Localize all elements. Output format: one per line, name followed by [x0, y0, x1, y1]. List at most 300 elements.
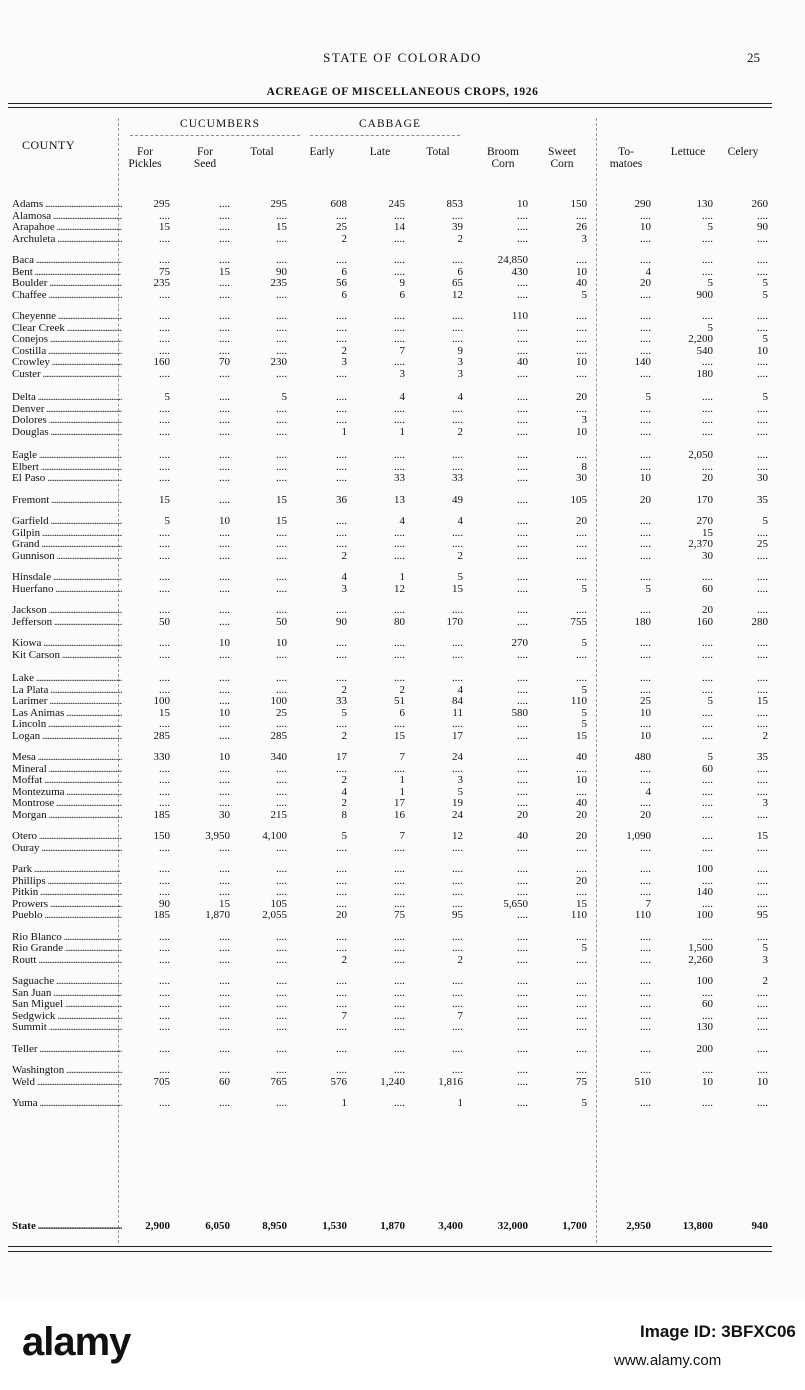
table-cell: ....: [394, 333, 405, 345]
table-cell: ....: [159, 1064, 170, 1076]
table-cell: ....: [640, 321, 651, 334]
table-cell: ....: [336, 897, 347, 910]
table-cell: 15: [576, 897, 587, 910]
table-cell: ....: [276, 288, 287, 301]
table-row: [0, 886, 805, 898]
table-cell: ....: [702, 706, 713, 719]
table-row: [0, 604, 805, 616]
table-cell: ....: [276, 683, 287, 696]
table-cell: 3,400: [438, 1220, 463, 1232]
table-cell: 15: [219, 897, 230, 910]
table-cell: ....: [219, 449, 230, 461]
table-cell: ....: [452, 718, 463, 730]
table-cell: ....: [576, 571, 587, 583]
table-cell: ....: [336, 367, 347, 380]
county-name: Eagle .....: [12, 449, 122, 461]
table-cell: 270: [511, 637, 528, 649]
county-column-header: COUNTY: [22, 138, 75, 152]
table-cell: ....: [576, 986, 587, 999]
table-cell: ....: [452, 672, 463, 684]
header-top-rule: [8, 103, 772, 104]
table-cell: ....: [452, 874, 463, 887]
table-cell: ....: [159, 975, 170, 987]
table-cell: ....: [517, 321, 528, 334]
table-cell: ....: [219, 209, 230, 222]
table-cell: ....: [452, 1064, 463, 1076]
column-header-line2: Corn: [491, 158, 515, 170]
table-cell: ....: [219, 288, 230, 301]
table-cell: 1,240: [380, 1075, 405, 1088]
table-cell: ....: [576, 863, 587, 875]
table-cell: ....: [517, 1009, 528, 1022]
column-header-line1: Sweet: [547, 146, 577, 158]
table-cell: 10: [640, 729, 651, 742]
table-cell: ....: [336, 942, 347, 954]
table-row: [0, 942, 805, 954]
county-name: Washington .....: [12, 1064, 122, 1076]
table-cell: ....: [394, 637, 405, 649]
table-cell: 853: [446, 198, 463, 210]
table-cell: 295: [153, 198, 170, 210]
table-cell: 26: [576, 221, 587, 233]
table-cell: ....: [757, 683, 768, 696]
table-cell: ....: [640, 683, 651, 696]
county-name: Baca .....: [12, 254, 122, 266]
table-cell: 35: [757, 493, 768, 506]
table-row: [0, 494, 805, 506]
table-cell: ....: [159, 538, 170, 550]
table-cell: ....: [640, 310, 651, 322]
table-cell: ....: [452, 1042, 463, 1055]
table-cell: ....: [452, 897, 463, 910]
group-header-cabbage: CABBAGE: [359, 118, 421, 130]
table-cell: ....: [452, 637, 463, 649]
county-name: Crowley .....: [12, 356, 122, 368]
table-cell: 5: [762, 277, 768, 289]
table-cell: ....: [159, 526, 170, 539]
county-name: Delta .....: [12, 391, 122, 403]
table-row: [0, 210, 805, 222]
table-cell: ....: [276, 886, 287, 898]
table-cell: ....: [159, 863, 170, 875]
county-name: Rio Grande .....: [12, 942, 122, 954]
table-cell: ....: [640, 953, 651, 966]
table-cell: ....: [757, 841, 768, 854]
county-name: Kiowa .....: [12, 637, 122, 649]
table-cell: ....: [394, 930, 405, 943]
column-header-line1: Lettuce: [670, 146, 706, 158]
table-cell: ....: [757, 897, 768, 910]
table-cell: 100: [696, 863, 713, 875]
county-name: Jackson .....: [12, 604, 122, 616]
table-cell: ....: [159, 841, 170, 854]
table-cell: 100: [696, 975, 713, 987]
table-cell: 5: [341, 830, 347, 842]
county-name: Gunnison .....: [12, 550, 122, 562]
table-cell: ....: [757, 321, 768, 334]
table-cell: ....: [159, 582, 170, 595]
table-cell: 10: [640, 706, 651, 719]
table-cell: 1: [399, 785, 405, 798]
table-row: [0, 414, 805, 426]
county-name: Ouray .....: [12, 842, 122, 854]
table-cell: ....: [394, 1021, 405, 1033]
table-cell: 3: [341, 582, 347, 595]
table-cell: ....: [640, 1021, 651, 1033]
table-cell: ....: [159, 718, 170, 730]
table-cell: 40: [517, 830, 528, 842]
table-cell: ....: [757, 549, 768, 562]
table-cell: 75: [576, 1075, 587, 1088]
table-cell: ....: [702, 637, 713, 649]
table-cell: 35: [757, 751, 768, 763]
table-cell: ....: [276, 344, 287, 357]
table-cell: ....: [276, 571, 287, 583]
table-cell: 50: [276, 615, 287, 628]
table-cell: 95: [757, 909, 768, 921]
table-cell: 14: [394, 221, 405, 233]
table-row: [0, 449, 805, 461]
table-cell: 4: [645, 785, 651, 798]
county-name: Adams .....: [12, 198, 122, 210]
table-cell: ....: [640, 1097, 651, 1109]
table-cell: ....: [219, 695, 230, 707]
county-name: Otero .....: [12, 830, 122, 842]
table-cell: 17: [452, 729, 463, 742]
table-cell: ....: [219, 402, 230, 415]
table-cell: ....: [276, 254, 287, 266]
table-cell: 60: [702, 762, 713, 775]
table-cell: ....: [276, 942, 287, 954]
table-cell: 5: [164, 515, 170, 527]
table-cell: ....: [336, 975, 347, 987]
table-cell: 15: [757, 830, 768, 842]
table-cell: ....: [640, 604, 651, 616]
table-cell: ....: [517, 729, 528, 742]
table-cell: 200: [696, 1042, 713, 1055]
table-cell: ....: [276, 774, 287, 786]
table-cell: 1,700: [562, 1220, 587, 1232]
table-row: [0, 751, 805, 763]
table-cell: ....: [219, 198, 230, 210]
table-cell: ....: [576, 344, 587, 357]
table-cell: 40: [517, 356, 528, 368]
table-cell: ....: [276, 367, 287, 380]
table-cell: 17: [336, 751, 347, 763]
table-cell: ....: [517, 414, 528, 426]
table-cell: ....: [159, 571, 170, 583]
table-cell: 20: [576, 808, 587, 821]
table-cell: ....: [159, 402, 170, 415]
table-row: [0, 830, 805, 842]
table-cell: ....: [517, 277, 528, 289]
table-cell: ....: [517, 472, 528, 484]
table-cell: ....: [576, 998, 587, 1010]
table-cell: ....: [517, 221, 528, 233]
table-cell: ....: [159, 797, 170, 809]
table-cell: ....: [219, 460, 230, 473]
table-cell: 50: [159, 615, 170, 628]
table-cell: 20: [702, 604, 713, 616]
table-cell: 10: [702, 1075, 713, 1088]
table-cell: 7: [399, 830, 405, 842]
table-cell: ....: [219, 321, 230, 334]
table-cell: 5: [581, 582, 587, 595]
table-cell: 2: [341, 774, 347, 786]
column-header-line2: Corn: [550, 158, 574, 170]
table-cell: ....: [336, 526, 347, 539]
table-cell: ....: [757, 637, 768, 649]
table-cell: 3: [457, 774, 463, 786]
table-cell: ....: [576, 953, 587, 966]
column-header-line1: Celery: [727, 146, 759, 158]
table-cell: 10: [576, 774, 587, 786]
table-cell: ....: [219, 526, 230, 539]
table-cell: ....: [219, 538, 230, 550]
table-cell: ....: [159, 549, 170, 562]
table-cell: ....: [394, 998, 405, 1010]
table-row: [0, 987, 805, 999]
table-cell: ....: [517, 797, 528, 809]
table-cell: 2: [341, 683, 347, 696]
county-name: Rio Blanco .....: [12, 931, 122, 943]
table-cell: ....: [336, 762, 347, 775]
table-cell: ....: [394, 460, 405, 473]
table-row: [0, 1010, 805, 1022]
table-title: ACREAGE OF MISCELLANEOUS CROPS, 1926: [266, 86, 539, 98]
table-cell: 4,100: [262, 830, 287, 842]
table-cell: 1,090: [626, 830, 651, 842]
table-cell: ....: [757, 367, 768, 380]
table-cell: ....: [276, 526, 287, 539]
table-cell: 2: [341, 729, 347, 742]
table-cell: 160: [153, 356, 170, 368]
table-cell: 2: [341, 797, 347, 809]
table-cell: 4: [645, 265, 651, 278]
table-cell: 480: [634, 751, 651, 763]
table-cell: ....: [159, 1021, 170, 1033]
table-cell: ....: [517, 909, 528, 921]
table-cell: 15: [276, 221, 287, 233]
table-cell: ....: [219, 774, 230, 786]
table-cell: 10: [219, 515, 230, 527]
table-cell: ....: [576, 1064, 587, 1076]
table-cell: ....: [640, 672, 651, 684]
table-cell: ....: [276, 1042, 287, 1055]
table-cell: 260: [751, 198, 768, 210]
county-name: San Miguel .....: [12, 998, 122, 1010]
table-cell: ....: [276, 321, 287, 334]
table-cell: ....: [702, 986, 713, 999]
table-cell: ....: [219, 672, 230, 684]
table-cell: 140: [634, 356, 651, 368]
table-cell: 40: [576, 797, 587, 809]
table-cell: ....: [517, 615, 528, 628]
table-cell: ....: [394, 232, 405, 245]
table-cell: ....: [576, 930, 587, 943]
table-cell: ....: [394, 538, 405, 550]
table-cell: ....: [159, 414, 170, 426]
table-row: [0, 774, 805, 786]
table-cell: 36: [336, 493, 347, 506]
county-name: Alamosa .....: [12, 210, 122, 222]
table-cell: ....: [219, 604, 230, 616]
table-row: [0, 527, 805, 539]
table-cell: 4: [457, 683, 463, 696]
table-cell: ....: [702, 774, 713, 786]
table-cell: 84: [452, 695, 463, 707]
table-cell: ....: [517, 998, 528, 1010]
county-name: Fremont .....: [12, 494, 122, 506]
table-row: [0, 254, 805, 266]
group-rule-cucumbers: [130, 135, 300, 136]
table-cell: ....: [276, 425, 287, 438]
table-cell: ....: [219, 998, 230, 1010]
county-name: Montrose .....: [12, 797, 122, 809]
table-cell: ....: [336, 986, 347, 999]
table-cell: ....: [640, 998, 651, 1010]
county-name: Dolores .....: [12, 414, 122, 426]
table-cell: 5: [581, 718, 587, 730]
column-header: [531, 146, 593, 170]
table-cell: 755: [570, 615, 587, 628]
table-cell: 5: [581, 942, 587, 954]
table-cell: ....: [576, 254, 587, 266]
table-cell: ....: [640, 425, 651, 438]
table-cell: ....: [452, 986, 463, 999]
table-cell: 540: [696, 344, 713, 357]
table-cell: ....: [394, 975, 405, 987]
table-cell: ....: [336, 1021, 347, 1033]
table-cell: 12: [452, 288, 463, 301]
table-cell: ....: [517, 344, 528, 357]
table-row: [0, 1076, 805, 1088]
table-cell: ....: [276, 672, 287, 684]
column-header: [114, 146, 176, 170]
table-cell: ....: [219, 1064, 230, 1076]
table-cell: ....: [757, 1097, 768, 1109]
table-cell: 705: [153, 1075, 170, 1088]
table-cell: ....: [159, 998, 170, 1010]
table-cell: 215: [270, 808, 287, 821]
table-cell: ....: [219, 1009, 230, 1022]
table-row: [0, 368, 805, 380]
table-cell: 285: [270, 729, 287, 742]
table-cell: 39: [452, 221, 463, 233]
table-row: [0, 616, 805, 628]
table-cell: ....: [757, 648, 768, 661]
table-cell: 49: [452, 493, 463, 506]
table-cell: ....: [517, 209, 528, 222]
table-cell: ....: [394, 672, 405, 684]
table-cell: ....: [576, 321, 587, 334]
table-cell: ....: [517, 232, 528, 245]
table-cell: ....: [336, 515, 347, 527]
table-cell: ....: [159, 942, 170, 954]
table-cell: ....: [640, 648, 651, 661]
table-cell: 1: [399, 425, 405, 438]
table-cell: 9: [399, 277, 405, 289]
table-cell: ....: [276, 449, 287, 461]
table-cell: 95: [452, 909, 463, 921]
table-cell: ....: [394, 718, 405, 730]
table-cell: ....: [452, 648, 463, 661]
running-title: STATE OF COLORADO: [323, 50, 482, 65]
table-cell: ....: [276, 604, 287, 616]
table-cell: ....: [702, 808, 713, 821]
table-cell: 1,530: [322, 1220, 347, 1232]
table-cell: 20: [576, 515, 587, 527]
table-row: [0, 277, 805, 289]
table-cell: ....: [219, 886, 230, 898]
table-cell: 5: [581, 288, 587, 301]
table-cell: 510: [634, 1075, 651, 1088]
table-cell: ....: [517, 1064, 528, 1076]
table-cell: 7: [399, 751, 405, 763]
column-header-line1: For: [137, 146, 153, 158]
table-cell: ....: [517, 1097, 528, 1109]
table-cell: 80: [394, 615, 405, 628]
table-cell: 15: [576, 729, 587, 742]
table-cell: ....: [276, 797, 287, 809]
table-cell: 5: [281, 391, 287, 403]
table-row: [0, 221, 805, 233]
table-cell: ....: [757, 808, 768, 821]
table-cell: ....: [336, 672, 347, 684]
table-cell: 1: [457, 1097, 463, 1109]
table-cell: ....: [276, 718, 287, 730]
table-cell: ....: [276, 549, 287, 562]
table-cell: ....: [640, 942, 651, 954]
table-cell: 10: [757, 1075, 768, 1088]
table-cell: 5: [707, 321, 713, 334]
table-cell: ....: [702, 648, 713, 661]
table-cell: ....: [702, 897, 713, 910]
table-cell: ....: [517, 975, 528, 987]
table-cell: ....: [394, 874, 405, 887]
county-name: Bent .....: [12, 266, 122, 278]
table-cell: ....: [757, 526, 768, 539]
table-cell: 2: [457, 232, 463, 245]
table-bottom-rule-thin: [8, 1251, 772, 1252]
county-name: Phillips .....: [12, 875, 122, 887]
table-cell: ....: [757, 582, 768, 595]
table-cell: 24,850: [497, 254, 528, 266]
table-cell: ....: [159, 472, 170, 484]
table-cell: 90: [336, 615, 347, 628]
table-cell: ....: [517, 493, 528, 506]
table-cell: 1: [341, 1097, 347, 1109]
table-row: [0, 649, 805, 661]
table-row: [0, 550, 805, 562]
table-cell: ....: [219, 367, 230, 380]
county-name: Douglas .....: [12, 426, 122, 438]
county-name: Custer .....: [12, 368, 122, 380]
page-number: 25: [747, 50, 760, 65]
table-cell: 19: [452, 797, 463, 809]
table-cell: ....: [219, 571, 230, 583]
table-cell: 340: [270, 751, 287, 763]
table-row: [0, 797, 805, 809]
table-cell: 2,900: [145, 1220, 170, 1232]
table-row: [0, 391, 805, 403]
table-cell: ....: [276, 460, 287, 473]
table-cell: ....: [517, 1042, 528, 1055]
table-cell: ....: [276, 841, 287, 854]
table-row: [0, 809, 805, 821]
table-cell: 25: [276, 706, 287, 719]
column-header: [349, 146, 411, 158]
